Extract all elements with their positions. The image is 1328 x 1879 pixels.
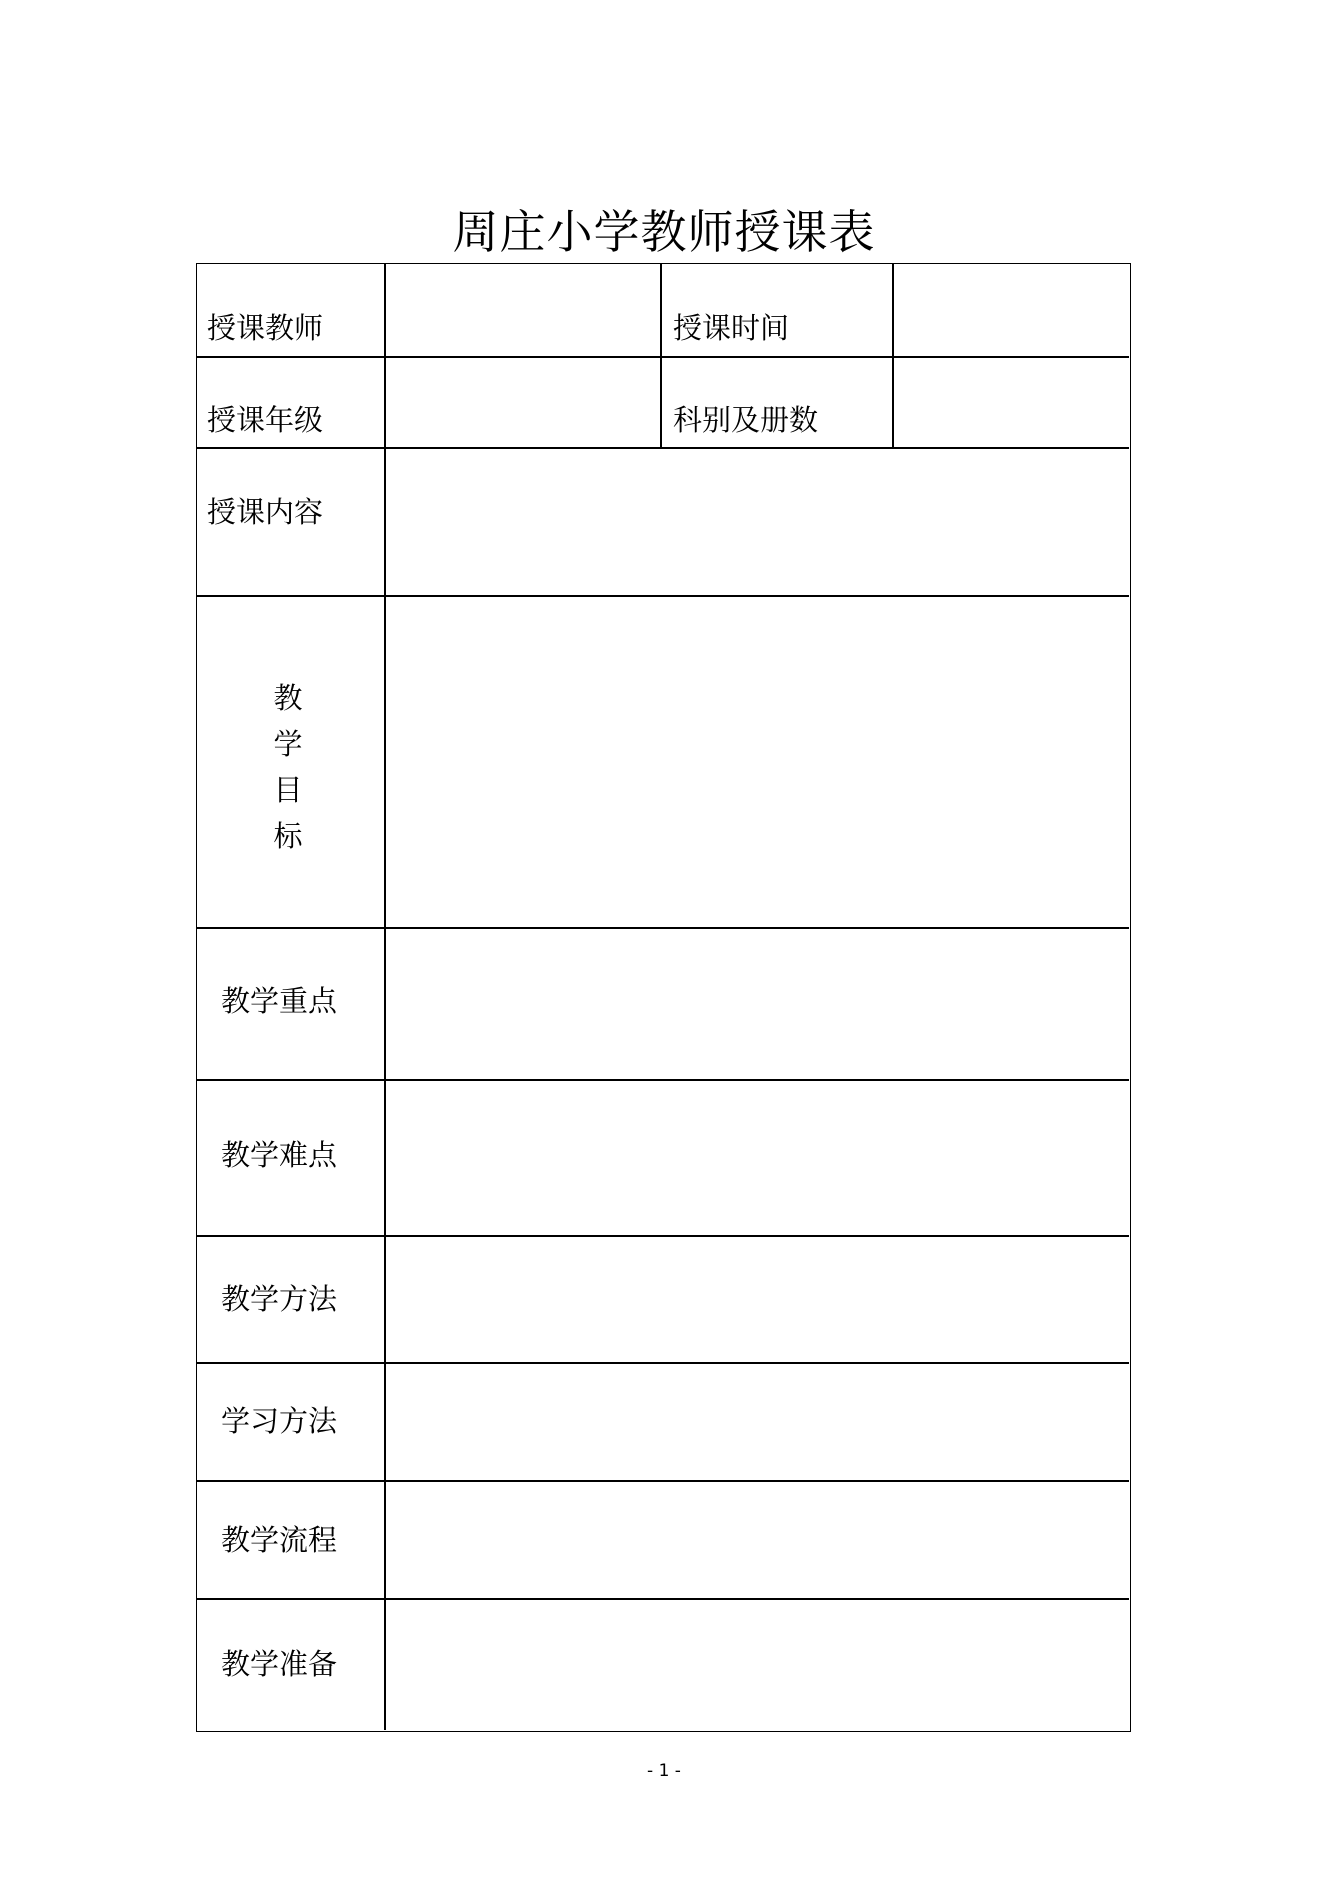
key-points-label: 教学重点 xyxy=(221,984,338,1018)
column-divider xyxy=(660,264,662,447)
teacher-label: 授课教师 xyxy=(207,311,324,345)
page-number: - 1 - xyxy=(647,1761,681,1781)
preparation-field[interactable] xyxy=(387,1600,1129,1730)
process-label: 教学流程 xyxy=(221,1523,338,1557)
grade-field[interactable] xyxy=(387,358,659,446)
preparation-label: 教学准备 xyxy=(221,1647,338,1681)
objectives-field[interactable] xyxy=(387,597,1129,926)
learning-methods-field[interactable] xyxy=(387,1364,1129,1479)
subject-volume-field[interactable] xyxy=(895,358,1129,446)
teacher-field[interactable] xyxy=(387,264,659,355)
objectives-label-char: 学 xyxy=(273,727,303,761)
page-title: 周庄小学教师授课表 xyxy=(452,205,876,259)
objectives-label-char: 目 xyxy=(273,773,303,807)
subject-volume-label: 科别及册数 xyxy=(673,403,819,437)
column-divider xyxy=(384,264,386,1730)
difficulties-label: 教学难点 xyxy=(221,1138,338,1172)
time-label: 授课时间 xyxy=(673,311,790,345)
learning-methods-label: 学习方法 xyxy=(221,1404,338,1438)
key-points-field[interactable] xyxy=(387,929,1129,1078)
content-label: 授课内容 xyxy=(207,495,324,529)
time-field[interactable] xyxy=(895,264,1129,355)
objectives-label-char: 教 xyxy=(273,681,303,715)
content-field[interactable] xyxy=(387,449,1129,594)
column-divider xyxy=(892,264,894,447)
objectives-label-char: 标 xyxy=(273,819,303,853)
process-field[interactable] xyxy=(387,1482,1129,1597)
teaching-methods-label: 教学方法 xyxy=(221,1282,338,1316)
objectives-label xyxy=(270,675,306,859)
grade-label: 授课年级 xyxy=(207,403,324,437)
teaching-methods-field[interactable] xyxy=(387,1237,1129,1361)
difficulties-field[interactable] xyxy=(387,1081,1129,1234)
lesson-form-table xyxy=(196,263,1131,1732)
